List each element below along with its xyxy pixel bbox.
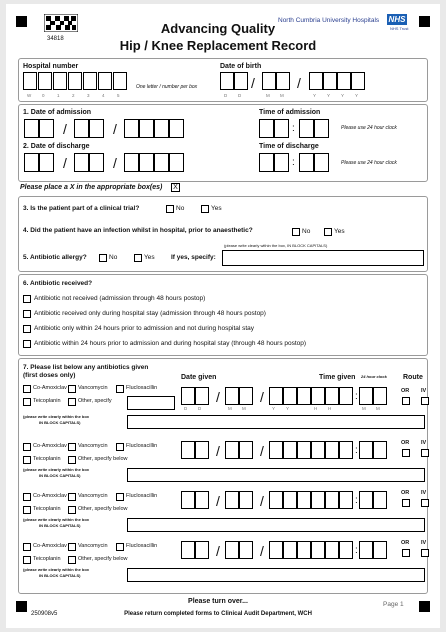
drug-label: Flucloxacillin (126, 443, 158, 449)
form-page (6, 4, 440, 628)
admission-date-label: 1. Date of admission (23, 109, 92, 116)
date-separator: / (216, 443, 220, 459)
drug-checkbox[interactable] (23, 543, 31, 551)
date-digit-box[interactable] (89, 119, 104, 138)
antibiotic-entry (19, 491, 427, 541)
other-drug-input[interactable] (127, 396, 175, 410)
drug-checkbox[interactable] (23, 493, 31, 501)
q6-option-label: Antibiotic within 24 hours prior to admission and during hospital stay (through 48 hours postop) (34, 340, 307, 347)
date-separator: / (216, 493, 220, 509)
date-separator: / (251, 75, 255, 91)
date-separator: / (63, 121, 67, 137)
discharge-date-label: 2. Date of discharge (23, 143, 90, 150)
q7-label: 7. Please list below any antibiotics given (23, 364, 149, 371)
dob-digit-box[interactable] (276, 72, 290, 90)
antibiotic-entry (19, 441, 427, 491)
date-digit-box[interactable] (154, 119, 169, 138)
date-digit-box[interactable] (124, 153, 139, 172)
box-hint: D (198, 406, 202, 411)
time-digit-box[interactable] (299, 119, 314, 138)
hospital-number-digit-box[interactable] (53, 72, 67, 90)
antibiotic-name-input[interactable] (127, 468, 425, 482)
date-given-box[interactable] (225, 541, 239, 559)
time-separator: : (355, 495, 358, 506)
drug-checkbox[interactable] (23, 443, 31, 451)
q6-option-label: Antibiotic only within 24 hours prior to admission and not during hospital stay (34, 325, 255, 332)
drug-label: Flucloxacillin (126, 543, 158, 549)
dob-digit-box[interactable] (309, 72, 323, 90)
other-drug-label: Other, specify below (78, 506, 128, 512)
time-given-box[interactable] (325, 491, 339, 509)
route-or-checkbox[interactable] (402, 499, 410, 507)
box-hint: H (314, 406, 318, 411)
date-given-box[interactable] (181, 387, 195, 405)
antibiotic-received-section (18, 274, 428, 356)
q5-note: (please write clearly within the box, IN BLOCK CAPITALS) (224, 243, 328, 248)
box-hint: Y (286, 406, 290, 411)
other-drug-label: Other, specify (78, 398, 112, 404)
date-digit-box[interactable] (169, 119, 184, 138)
form-reference: 250908v5 (31, 611, 58, 617)
time-digit-box[interactable] (274, 153, 289, 172)
time-digit-box[interactable] (259, 153, 274, 172)
box-hint: H (328, 406, 332, 411)
time-given-box[interactable] (373, 541, 387, 559)
form-code: 34818 (47, 36, 64, 42)
trust-name: North Cumbria University Hospitals (278, 17, 380, 24)
antibiotic-name-input[interactable] (127, 415, 425, 429)
q6-option-label: Antibiotic received only during hospital stay (admission through 48 hours postop) (34, 310, 266, 317)
route-or-label: OR (401, 440, 410, 446)
time-separator: : (355, 545, 358, 556)
q3-no-checkbox[interactable] (166, 205, 174, 213)
drug-label: Flucloxacillin (126, 493, 158, 499)
antibiotic-name-input[interactable] (127, 568, 425, 582)
drug-checkbox[interactable] (23, 556, 31, 564)
time-given-box[interactable] (325, 441, 339, 459)
time-separator: : (355, 445, 358, 456)
time-clock-note: 24 hour clock (361, 374, 387, 379)
nhs-trust-label: NHS Trust (390, 26, 409, 31)
date-separator: / (216, 543, 220, 559)
date-given-box[interactable] (195, 387, 209, 405)
time-given-box[interactable] (339, 387, 353, 405)
date-given-box[interactable] (283, 441, 297, 459)
date-given-box[interactable] (297, 541, 311, 559)
date-separator: / (260, 493, 264, 509)
route-iv-checkbox[interactable] (421, 449, 429, 457)
drug-label: Flucloxacillin (126, 385, 158, 391)
q7-sublabel: (first doses only) (23, 372, 76, 379)
date-digit-box[interactable] (24, 119, 39, 138)
box-hint: 4 (102, 93, 105, 98)
date-given-box[interactable] (195, 441, 209, 459)
write-clearly-note: (please write clearly within the box (23, 567, 90, 572)
other-drug-checkbox[interactable] (68, 456, 76, 464)
route-iv-label: IV (421, 440, 427, 446)
hospital-number-digit-box[interactable] (83, 72, 97, 90)
q3-yes-checkbox[interactable] (201, 205, 209, 213)
route-label: Route (403, 374, 423, 381)
date-given-box[interactable] (283, 387, 297, 405)
clock-note: Please use 24 hour clock (341, 160, 397, 166)
q5-no-checkbox[interactable] (99, 254, 107, 262)
time-given-box[interactable] (373, 491, 387, 509)
q3-yes-label: Yes (211, 205, 222, 212)
date-given-box[interactable] (311, 541, 325, 559)
date-given-box[interactable] (269, 541, 283, 559)
write-clearly-note: IN BLOCK CAPITALS) (39, 573, 81, 578)
route-or-label: OR (401, 490, 410, 496)
box-hint: M (242, 406, 246, 411)
drug-label: Co-Amoxiclav (33, 443, 67, 449)
hospital-number-digit-box[interactable] (113, 72, 127, 90)
dob-digit-box[interactable] (234, 72, 248, 90)
drug-label: Co-Amoxiclav (33, 493, 67, 499)
date-given-box[interactable] (181, 491, 195, 509)
hospital-number-digit-box[interactable] (68, 72, 82, 90)
hospital-number-label: Hospital number (23, 63, 79, 70)
date-given-box[interactable] (297, 491, 311, 509)
time-separator: : (292, 123, 295, 134)
admission-section (18, 104, 428, 182)
time-separator: : (292, 157, 295, 168)
admission-time-label: Time of admission (259, 109, 321, 116)
date-given-box[interactable] (269, 387, 283, 405)
q4-yes-checkbox[interactable] (324, 228, 332, 236)
drug-checkbox[interactable] (68, 443, 76, 451)
date-given-box[interactable] (181, 441, 195, 459)
drug-label: Co-Amoxiclav (33, 385, 67, 391)
antibiotic-entry (19, 383, 427, 433)
date-separator: / (260, 543, 264, 559)
route-or-checkbox[interactable] (402, 397, 410, 405)
time-given-box[interactable] (359, 387, 373, 405)
time-digit-box[interactable] (299, 153, 314, 172)
date-given-box[interactable] (269, 441, 283, 459)
antibiotic-entry (19, 541, 427, 591)
hospital-number-digit-box[interactable] (98, 72, 112, 90)
route-or-label: OR (401, 540, 410, 546)
date-given-box[interactable] (269, 491, 283, 509)
box-hint: D (238, 93, 242, 98)
drug-checkbox[interactable] (116, 385, 124, 393)
hospital-number-digit-box[interactable] (38, 72, 52, 90)
box-hint: Y (327, 93, 331, 98)
date-separator: / (297, 75, 301, 91)
route-or-label: OR (401, 388, 410, 394)
write-clearly-note: (please write clearly within the box (23, 517, 90, 522)
box-hint: M (362, 406, 366, 411)
questions-section (18, 196, 428, 272)
date-digit-box[interactable] (139, 119, 154, 138)
date-separator: / (260, 389, 264, 405)
dob-digit-box[interactable] (337, 72, 351, 90)
drug-checkbox[interactable] (23, 385, 31, 393)
date-given-box[interactable] (311, 387, 325, 405)
antibiotics-given-section (18, 358, 428, 594)
drug-checkbox[interactable] (23, 506, 31, 514)
q3-label: 3. Is the patient part of a clinical trial? (23, 205, 140, 212)
date-separator: / (216, 389, 220, 405)
date-given-box[interactable] (239, 441, 253, 459)
box-hint: D (184, 406, 188, 411)
time-separator: : (355, 391, 358, 402)
drug-checkbox[interactable] (23, 398, 31, 406)
date-given-box[interactable] (225, 441, 239, 459)
date-given-box[interactable] (181, 541, 195, 559)
date-given-box[interactable] (311, 441, 325, 459)
date-separator: / (260, 443, 264, 459)
box-hint: 2 (72, 93, 75, 98)
box-hint: M (228, 406, 232, 411)
q5-no-label: No (109, 254, 118, 261)
date-separator: / (113, 155, 117, 171)
registration-mark (16, 601, 27, 612)
q4-label: 4. Did the patient have an infection whilst in hospital, prior to anaesthetic? (23, 227, 253, 234)
drug-label: Teicoplanin (33, 398, 61, 404)
drug-label: Vancomycin (78, 493, 108, 499)
drug-label: Co-Amoxiclav (33, 543, 67, 549)
box-hint: 3 (87, 93, 90, 98)
date-digit-box[interactable] (139, 153, 154, 172)
box-hint: Y (341, 93, 345, 98)
date-digit-box[interactable] (154, 153, 169, 172)
box-hint: D (224, 93, 228, 98)
date-given-box[interactable] (195, 491, 209, 509)
q4-no-checkbox[interactable] (292, 228, 300, 236)
form-title: Advancing Quality (160, 21, 276, 36)
other-drug-checkbox[interactable] (68, 506, 76, 514)
date-given-box[interactable] (225, 387, 239, 405)
date-given-box[interactable] (283, 541, 297, 559)
route-iv-checkbox[interactable] (421, 549, 429, 557)
date-given-box[interactable] (239, 491, 253, 509)
date-digit-box[interactable] (74, 119, 89, 138)
box-hint: Y (272, 406, 276, 411)
route-or-checkbox[interactable] (402, 549, 410, 557)
date-digit-box[interactable] (39, 153, 54, 172)
time-digit-box[interactable] (274, 119, 289, 138)
box-hint: M (266, 93, 270, 98)
route-iv-checkbox[interactable] (421, 397, 429, 405)
q4-yes-label: Yes (334, 228, 345, 235)
discharge-time-label: Time of discharge (259, 143, 319, 150)
date-digit-box[interactable] (169, 153, 184, 172)
q6-option-checkbox[interactable] (23, 310, 31, 318)
box-hint: 1 (57, 93, 60, 98)
time-digit-box[interactable] (314, 153, 329, 172)
clock-note: Please use 24 hour clock (341, 125, 397, 131)
write-clearly-note: (please write clearly within the box (23, 467, 90, 472)
drug-label: Teicoplanin (33, 556, 61, 562)
q6-option-checkbox[interactable] (23, 325, 31, 333)
drug-checkbox[interactable] (23, 456, 31, 464)
date-given-box[interactable] (239, 387, 253, 405)
hospital-number-hint: One letter / number per box (136, 84, 198, 90)
date-given-box[interactable] (297, 387, 311, 405)
return-instructions: Please return completed forms to Clinical Audit Department, WCH (124, 611, 312, 617)
date-given-box[interactable] (225, 491, 239, 509)
dob-label: Date of birth (220, 63, 262, 70)
time-given-box[interactable] (339, 491, 353, 509)
drug-checkbox[interactable] (116, 543, 124, 551)
date-digit-box[interactable] (124, 119, 139, 138)
page-number: Page 1 (383, 601, 404, 608)
patient-id-section (18, 58, 428, 102)
time-given-box[interactable] (359, 441, 373, 459)
q6-option-checkbox[interactable] (23, 295, 31, 303)
box-hint: M (280, 93, 284, 98)
time-given-label: Time given (319, 374, 356, 381)
route-or-checkbox[interactable] (402, 449, 410, 457)
date-given-box[interactable] (195, 541, 209, 559)
date-given-box[interactable] (239, 541, 253, 559)
box-hint: 5 (117, 93, 120, 98)
date-digit-box[interactable] (89, 153, 104, 172)
nhs-logo: NHS (388, 15, 406, 24)
write-clearly-note: IN BLOCK CAPITALS) (39, 523, 81, 528)
other-drug-label: Other, specify below (78, 556, 128, 562)
drug-label: Vancomycin (78, 443, 108, 449)
time-given-box[interactable] (373, 441, 387, 459)
other-drug-checkbox[interactable] (68, 398, 76, 406)
date-digit-box[interactable] (24, 153, 39, 172)
date-separator: / (113, 121, 117, 137)
date-given-box[interactable] (311, 491, 325, 509)
write-clearly-note: (please write clearly within the box (23, 414, 90, 419)
time-given-box[interactable] (359, 541, 373, 559)
instruction-example-box: X (171, 183, 180, 192)
q5-label: 5. Antibiotic allergy? (23, 254, 87, 261)
drug-checkbox[interactable] (116, 443, 124, 451)
route-iv-checkbox[interactable] (421, 499, 429, 507)
other-drug-checkbox[interactable] (68, 556, 76, 564)
drug-label: Vancomycin (78, 543, 108, 549)
q3-no-label: No (176, 205, 185, 212)
date-given-box[interactable] (297, 441, 311, 459)
time-digit-box[interactable] (314, 119, 329, 138)
box-hint: 0 (42, 93, 45, 98)
box-hint: M (376, 406, 380, 411)
date-separator: / (63, 155, 67, 171)
dob-digit-box[interactable] (262, 72, 276, 90)
time-given-box[interactable] (373, 387, 387, 405)
time-given-box[interactable] (359, 491, 373, 509)
write-clearly-note: IN BLOCK CAPITALS) (39, 420, 81, 425)
drug-label: Teicoplanin (33, 506, 61, 512)
dob-digit-box[interactable] (351, 72, 365, 90)
time-digit-box[interactable] (259, 119, 274, 138)
route-iv-label: IV (421, 388, 427, 394)
q5-yes-checkbox[interactable] (134, 254, 142, 262)
q5-specify-label: If yes, specify: (171, 254, 216, 261)
q4-no-label: No (302, 228, 311, 235)
other-drug-label: Other, specify below (78, 456, 128, 462)
dob-digit-box[interactable] (220, 72, 234, 90)
drug-checkbox[interactable] (68, 543, 76, 551)
drug-checkbox[interactable] (68, 493, 76, 501)
antibiotic-name-input[interactable] (127, 518, 425, 532)
date-digit-box[interactable] (39, 119, 54, 138)
drug-label: Teicoplanin (33, 456, 61, 462)
hospital-number-digit-box[interactable] (23, 72, 37, 90)
date-given-box[interactable] (283, 491, 297, 509)
registration-mark (419, 601, 430, 612)
time-given-box[interactable] (325, 541, 339, 559)
time-given-box[interactable] (339, 541, 353, 559)
q6-label: 6. Antibiotic received? (23, 280, 93, 287)
form-subtitle: Hip / Knee Replacement Record (119, 38, 317, 53)
date-given-label: Date given (181, 374, 217, 381)
box-hint: Y (313, 93, 317, 98)
q5-yes-label: Yes (144, 254, 155, 261)
drug-checkbox[interactable] (68, 385, 76, 393)
box-hint: W (27, 93, 32, 98)
q6-option-label: Antibiotic not received (admission through 48 hours postop) (34, 295, 206, 302)
dob-digit-box[interactable] (323, 72, 337, 90)
allergy-input[interactable] (222, 250, 424, 266)
instruction-text: Please place a X in the appropriate box(es) (20, 184, 163, 191)
drug-label: Vancomycin (78, 385, 108, 391)
time-given-box[interactable] (339, 441, 353, 459)
q6-option-checkbox[interactable] (23, 340, 31, 348)
drug-checkbox[interactable] (116, 493, 124, 501)
route-iv-label: IV (421, 490, 427, 496)
turn-over-text: Please turn over... (188, 598, 248, 605)
time-given-box[interactable] (325, 387, 339, 405)
write-clearly-note: IN BLOCK CAPITALS) (39, 473, 81, 478)
box-hint: Y (355, 93, 359, 98)
route-iv-label: IV (421, 540, 427, 546)
date-digit-box[interactable] (74, 153, 89, 172)
